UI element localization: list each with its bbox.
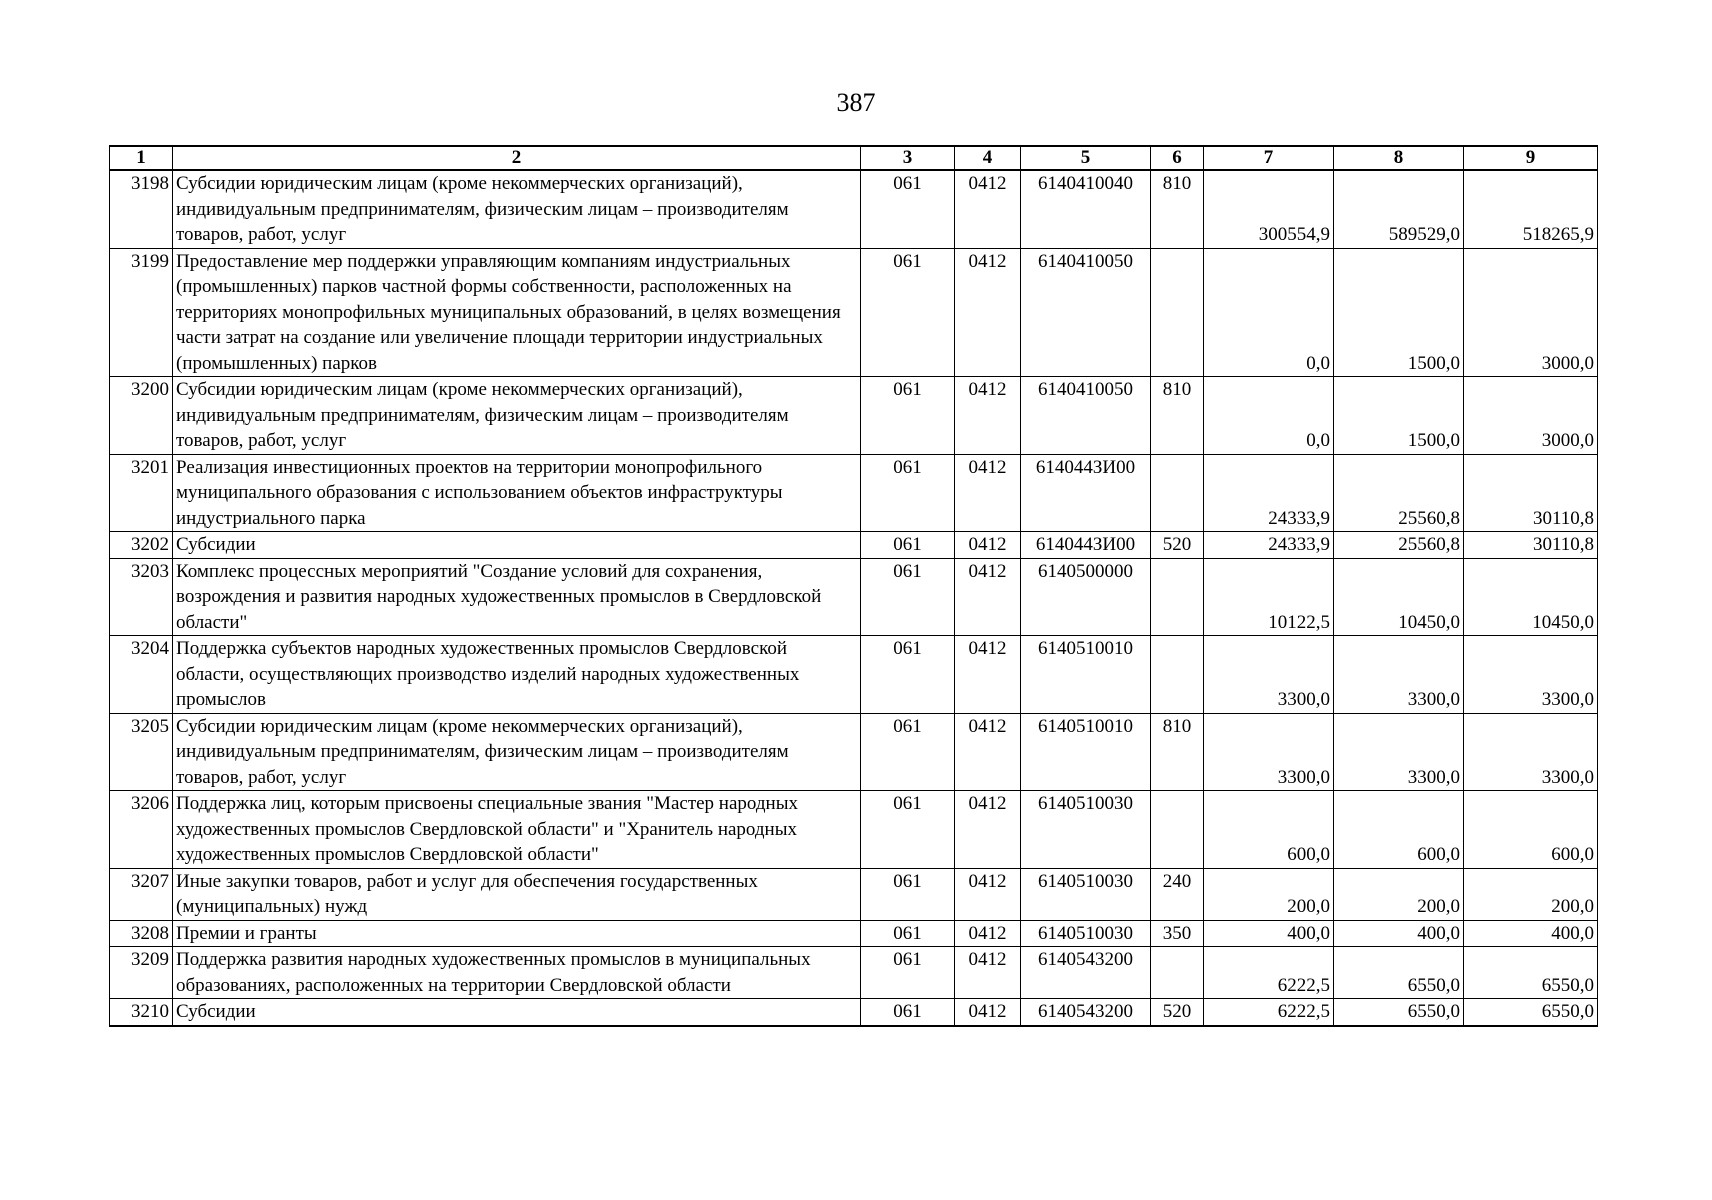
amount-col-8: 1500,0: [1334, 377, 1464, 455]
ministry-code: 061: [861, 636, 955, 714]
target-article-code: 6140510030: [1021, 868, 1151, 920]
table-row: [110, 920, 1598, 947]
table-row: [110, 713, 1598, 791]
section-code: 0412: [955, 248, 1021, 377]
amount-col-8: 589529,0: [1334, 170, 1464, 248]
expense-type-code: 520: [1151, 532, 1204, 559]
amount-col-9: 200,0: [1464, 868, 1598, 920]
budget-table: [109, 145, 1598, 1027]
amount-col-7: 24333,9: [1204, 454, 1334, 532]
row-number: 3199: [110, 248, 173, 377]
amount-col-9: 10450,0: [1464, 558, 1598, 636]
row-number: 3202: [110, 532, 173, 559]
amount-col-9: 3300,0: [1464, 636, 1598, 714]
target-article-code: 6140410050: [1021, 377, 1151, 455]
section-code: 0412: [955, 170, 1021, 248]
ministry-code: 061: [861, 248, 955, 377]
ministry-code: 061: [861, 868, 955, 920]
amount-col-7: 3300,0: [1204, 636, 1334, 714]
table-row: [110, 868, 1598, 920]
ministry-code: 061: [861, 377, 955, 455]
row-number: 3200: [110, 377, 173, 455]
row-name: Реализация инвестиционных проектов на территории монопрофильного муниципального образования с использованием объектов инфраструктуры индустриального парка: [173, 454, 861, 532]
ministry-code: 061: [861, 454, 955, 532]
expense-type-code: 810: [1151, 377, 1204, 455]
amount-col-9: 3000,0: [1464, 248, 1598, 377]
row-name: Субсидии юридическим лицам (кроме некоммерческих организаций), индивидуальным предпринимателям, физическим лицам – производителям товаров, работ, услуг: [173, 713, 861, 791]
expense-type-code: [1151, 791, 1204, 869]
row-number: 3201: [110, 454, 173, 532]
target-article-code: 6140543200: [1021, 999, 1151, 1026]
table-row: [110, 532, 1598, 559]
column-header: 6: [1151, 146, 1204, 170]
row-name: Поддержка лиц, которым присвоены специальные звания "Мастер народных художественных промыслов Свердловской области" и "Хранитель народных художественных промыслов Свердловской области": [173, 791, 861, 869]
amount-col-7: 0,0: [1204, 377, 1334, 455]
amount-col-9: 30110,8: [1464, 532, 1598, 559]
target-article-code: 6140510030: [1021, 791, 1151, 869]
table-row: [110, 947, 1598, 999]
expense-type-code: [1151, 947, 1204, 999]
expense-type-code: [1151, 636, 1204, 714]
row-name: Субсидии юридическим лицам (кроме некоммерческих организаций), индивидуальным предпринимателям, физическим лицам – производителям товаров, работ, услуг: [173, 377, 861, 455]
column-header: 7: [1204, 146, 1334, 170]
expense-type-code: [1151, 558, 1204, 636]
section-code: 0412: [955, 713, 1021, 791]
amount-col-8: 1500,0: [1334, 248, 1464, 377]
row-name: Поддержка развития народных художественных промыслов в муниципальных образованиях, расположенных на территории Свердловской области: [173, 947, 861, 999]
row-name: Поддержка субъектов народных художественных промыслов Свердловской области, осуществляющих производство изделий народных художественных промыслов: [173, 636, 861, 714]
row-name: Комплекс процессных мероприятий "Создание условий для сохранения, возрождения и развития народных художественных промыслов в Свердловской области": [173, 558, 861, 636]
row-number: 3207: [110, 868, 173, 920]
column-header: 3: [861, 146, 955, 170]
amount-col-8: 6550,0: [1334, 947, 1464, 999]
target-article-code: 6140410050: [1021, 248, 1151, 377]
ministry-code: 061: [861, 170, 955, 248]
table-header: [110, 146, 1598, 170]
amount-col-9: 3000,0: [1464, 377, 1598, 455]
row-number: 3204: [110, 636, 173, 714]
target-article-code: 6140510010: [1021, 636, 1151, 714]
amount-col-7: 200,0: [1204, 868, 1334, 920]
ministry-code: 061: [861, 713, 955, 791]
expense-type-code: 520: [1151, 999, 1204, 1026]
amount-col-7: 10122,5: [1204, 558, 1334, 636]
target-article-code: 6140510010: [1021, 713, 1151, 791]
target-article-code: 614044ЗИ00: [1021, 454, 1151, 532]
section-code: 0412: [955, 920, 1021, 947]
page-number: 387: [836, 88, 876, 117]
section-code: 0412: [955, 454, 1021, 532]
row-name: Субсидии: [173, 999, 861, 1026]
expense-type-code: 240: [1151, 868, 1204, 920]
amount-col-8: 200,0: [1334, 868, 1464, 920]
amount-col-7: 6222,5: [1204, 947, 1334, 999]
table-row: [110, 377, 1598, 455]
amount-col-8: 6550,0: [1334, 999, 1464, 1026]
amount-col-7: 300554,9: [1204, 170, 1334, 248]
section-code: 0412: [955, 791, 1021, 869]
target-article-code: 6140510030: [1021, 920, 1151, 947]
expense-type-code: 810: [1151, 170, 1204, 248]
column-header: 1: [110, 146, 173, 170]
target-article-code: 6140410040: [1021, 170, 1151, 248]
amount-col-9: 518265,9: [1464, 170, 1598, 248]
row-name: Иные закупки товаров, работ и услуг для обеспечения государственных (муниципальных) нужд: [173, 868, 861, 920]
target-article-code: 614044ЗИ00: [1021, 532, 1151, 559]
section-code: 0412: [955, 532, 1021, 559]
amount-col-9: 30110,8: [1464, 454, 1598, 532]
column-header: 5: [1021, 146, 1151, 170]
table-row: [110, 170, 1598, 248]
amount-col-8: 10450,0: [1334, 558, 1464, 636]
column-header: 9: [1464, 146, 1598, 170]
amount-col-9: 600,0: [1464, 791, 1598, 869]
ministry-code: 061: [861, 532, 955, 559]
ministry-code: 061: [861, 999, 955, 1026]
row-number: 3203: [110, 558, 173, 636]
table-row: [110, 791, 1598, 869]
target-article-code: 6140500000: [1021, 558, 1151, 636]
section-code: 0412: [955, 999, 1021, 1026]
amount-col-9: 400,0: [1464, 920, 1598, 947]
section-code: 0412: [955, 868, 1021, 920]
amount-col-9: 6550,0: [1464, 999, 1598, 1026]
amount-col-8: 600,0: [1334, 791, 1464, 869]
row-number: 3198: [110, 170, 173, 248]
amount-col-8: 3300,0: [1334, 636, 1464, 714]
section-code: 0412: [955, 558, 1021, 636]
row-name: Субсидии: [173, 532, 861, 559]
table-row: [110, 248, 1598, 377]
amount-col-8: 400,0: [1334, 920, 1464, 947]
amount-col-9: 6550,0: [1464, 947, 1598, 999]
row-name: Премии и гранты: [173, 920, 861, 947]
table-row: [110, 454, 1598, 532]
row-number: 3206: [110, 791, 173, 869]
section-code: 0412: [955, 947, 1021, 999]
amount-col-8: 25560,8: [1334, 532, 1464, 559]
ministry-code: 061: [861, 558, 955, 636]
table-row: [110, 636, 1598, 714]
amount-col-9: 3300,0: [1464, 713, 1598, 791]
amount-col-8: 3300,0: [1334, 713, 1464, 791]
ministry-code: 061: [861, 920, 955, 947]
amount-col-7: 3300,0: [1204, 713, 1334, 791]
section-code: 0412: [955, 377, 1021, 455]
section-code: 0412: [955, 636, 1021, 714]
row-name: Субсидии юридическим лицам (кроме некоммерческих организаций), индивидуальным предпринимателям, физическим лицам – производителям товаров, работ, услуг: [173, 170, 861, 248]
target-article-code: 6140543200: [1021, 947, 1151, 999]
expense-type-code: 350: [1151, 920, 1204, 947]
table-row: [110, 558, 1598, 636]
expense-type-code: [1151, 248, 1204, 377]
amount-col-8: 25560,8: [1334, 454, 1464, 532]
row-number: 3209: [110, 947, 173, 999]
column-header: 8: [1334, 146, 1464, 170]
row-number: 3208: [110, 920, 173, 947]
amount-col-7: 400,0: [1204, 920, 1334, 947]
amount-col-7: 6222,5: [1204, 999, 1334, 1026]
amount-col-7: 0,0: [1204, 248, 1334, 377]
expense-type-code: 810: [1151, 713, 1204, 791]
ministry-code: 061: [861, 791, 955, 869]
row-number: 3205: [110, 713, 173, 791]
amount-col-7: 24333,9: [1204, 532, 1334, 559]
ministry-code: 061: [861, 947, 955, 999]
column-header: 4: [955, 146, 1021, 170]
table-row: [110, 999, 1598, 1026]
expense-type-code: [1151, 454, 1204, 532]
amount-col-7: 600,0: [1204, 791, 1334, 869]
row-number: 3210: [110, 999, 173, 1026]
row-name: Предоставление мер поддержки управляющим компаниям индустриальных (промышленных) парков частной формы собственности, расположенных на территориях монопрофильных муниципальных образований, в целях возмещения части затрат на создание или увеличение площади территории индустриальных (промышленных) парков: [173, 248, 861, 377]
column-header: 2: [173, 146, 861, 170]
